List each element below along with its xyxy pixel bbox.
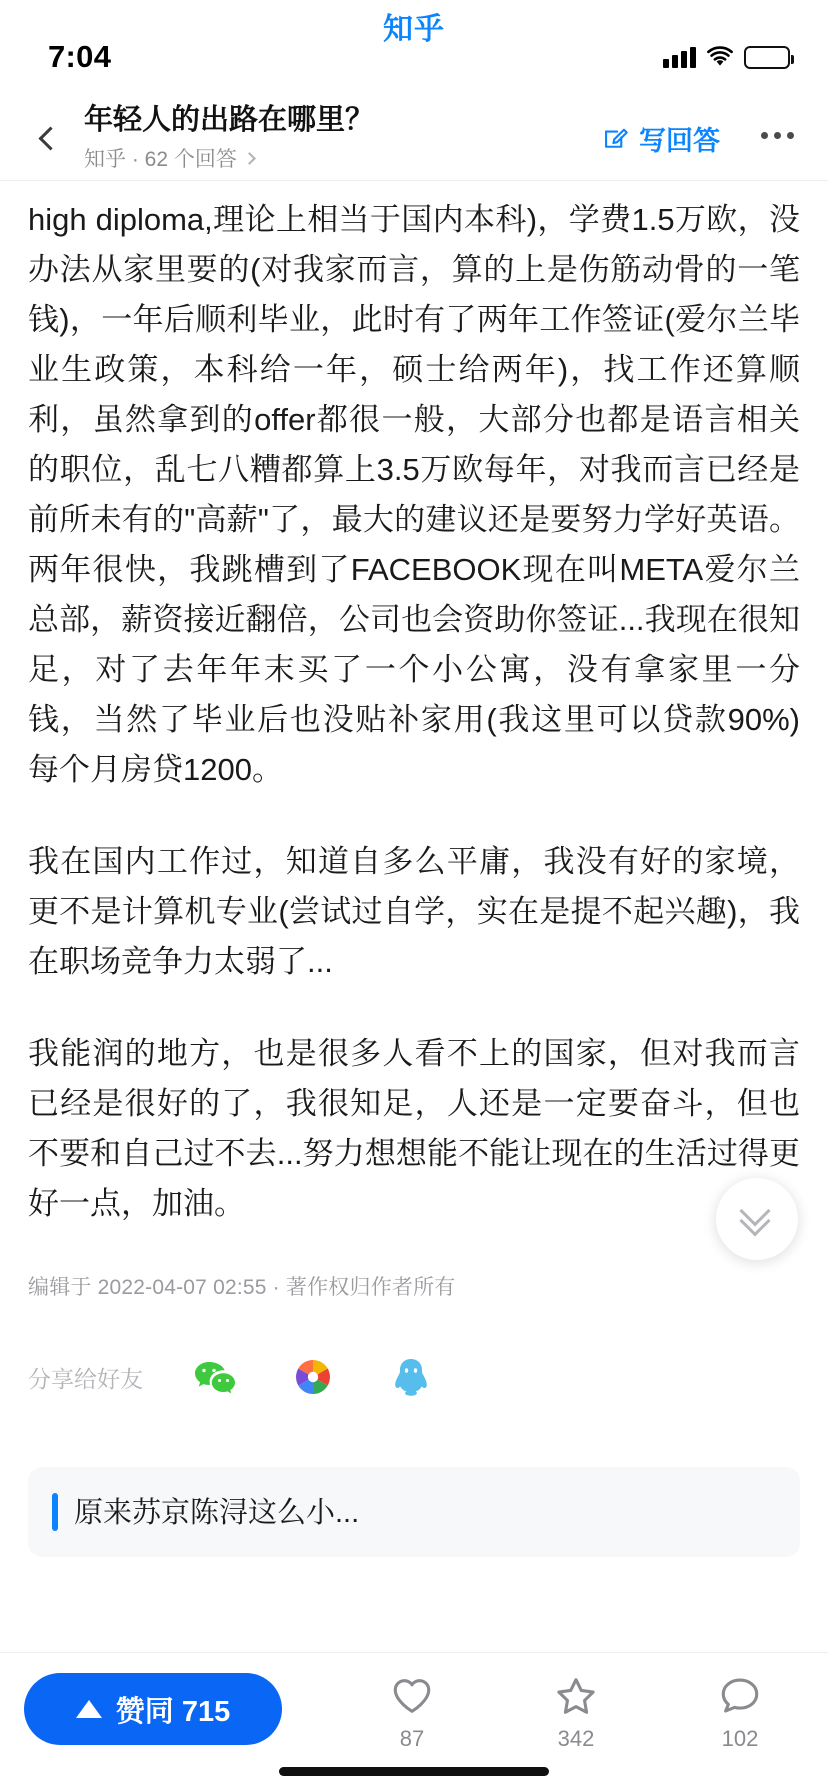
nav-divider xyxy=(0,180,828,181)
double-chevron-down-icon xyxy=(742,1206,772,1232)
collapse-answer-button[interactable] xyxy=(716,1178,798,1260)
qq-icon[interactable] xyxy=(385,1351,437,1403)
comment-count: 102 xyxy=(721,1726,759,1751)
page-title: 年轻人的出路在哪里？ xyxy=(84,103,375,136)
status-indicators xyxy=(663,46,790,69)
accent-bar xyxy=(52,1493,58,1531)
status-bar xyxy=(0,0,828,96)
like-count: 87 xyxy=(399,1726,425,1751)
comment-icon xyxy=(718,1675,762,1720)
home-indicator xyxy=(279,1767,549,1776)
answer-paragraph: 我能润的地方，也是很多人看不上的国家，但对我而言已经是很好的了，我很知足，人还是一定要奋斗，但也不要和自己过不去...努力想想能不能让现在的生活过得更好一点，加油。 xyxy=(28,1036,800,1221)
recommendation-card[interactable] xyxy=(28,1467,800,1557)
write-answer-label: 写回答 xyxy=(639,125,720,156)
more-horizontal-icon xyxy=(774,132,781,139)
back-button[interactable] xyxy=(28,112,72,164)
upvote-button[interactable] xyxy=(24,1673,282,1745)
more-options-button[interactable] xyxy=(738,132,794,145)
wifi-icon xyxy=(706,46,734,68)
app-brand-label: 知乎 xyxy=(383,13,445,46)
answer-paragraph: 我在国内工作过，知道自多么平庸，我没有好的家境，更不是计算机专业(尝试过自学，实在是提不起兴趣)，我在职场竞争力太弱了... xyxy=(28,844,800,979)
wechat-icon[interactable] xyxy=(189,1351,241,1403)
star-icon xyxy=(554,1675,598,1720)
favorite-button[interactable] xyxy=(530,1675,622,1752)
battery-charging-icon: ⚡ xyxy=(744,46,790,69)
recommendation-title: 原来苏京陈浔这么小... xyxy=(74,1497,360,1529)
upvote-label: 赞同 715 xyxy=(115,1695,231,1728)
back-chevron-icon xyxy=(38,126,62,150)
answer-paragraph: high diploma,理论上相当于国内本科)，学费1.5万欧，没办法从家里要的(对我家而言，算的上是伤筋动骨的一笔钱)，一年后顺利毕业，此时有了两年工作签证(爱尔兰毕业生政策，本科给一年，硕士给两年)，找工作还算顺利，虽然拿到的offer都很一般，大部分也都是语言相关的职位，乱七八糟都算上3.5万欧每年，对我而言已经是前所未有的"高薪"了，最大的建议还是要努力学好英语。两年很快，我跳槽到了FACEBOOK现在叫META爱尔兰总部，薪资接近翻倍，公司也会资助你签证...我现在很知足，对了去年年末买了一个小公寓，没有拿家里一分钱，当然了毕业后也没贴补家用(我这里可以贷款90%) 每个月房贷1200。 xyxy=(28,202,800,787)
more-horizontal-icon xyxy=(761,132,768,139)
question-meta-label: 知乎 · 62 个回答 xyxy=(84,148,237,172)
question-meta[interactable] xyxy=(84,143,592,173)
clipped-text-top xyxy=(28,181,800,191)
cellular-signal-icon xyxy=(663,46,696,68)
share-label: 分享给好友 xyxy=(28,1365,143,1392)
favorite-count: 342 xyxy=(557,1726,595,1751)
heart-icon xyxy=(390,1675,434,1720)
bar-action-group xyxy=(282,1673,798,1752)
write-answer-button[interactable] xyxy=(602,119,720,158)
navigation-bar xyxy=(0,96,828,180)
compose-icon xyxy=(602,124,630,152)
share-row xyxy=(28,1351,800,1411)
answer-scroll-area[interactable] xyxy=(0,181,828,1652)
nav-title-block[interactable] xyxy=(72,103,592,174)
qzone-icon[interactable] xyxy=(287,1351,339,1403)
upvote-triangle-icon xyxy=(76,1700,102,1718)
like-button[interactable] xyxy=(366,1675,458,1752)
more-horizontal-icon xyxy=(787,132,794,139)
chevron-right-icon xyxy=(243,152,256,165)
status-time: 7:04 xyxy=(48,39,112,74)
answer-edit-meta: 编辑于 2022-04-07 02:55 · 著作权归作者所有 xyxy=(28,1276,456,1299)
comment-button[interactable] xyxy=(694,1675,786,1752)
